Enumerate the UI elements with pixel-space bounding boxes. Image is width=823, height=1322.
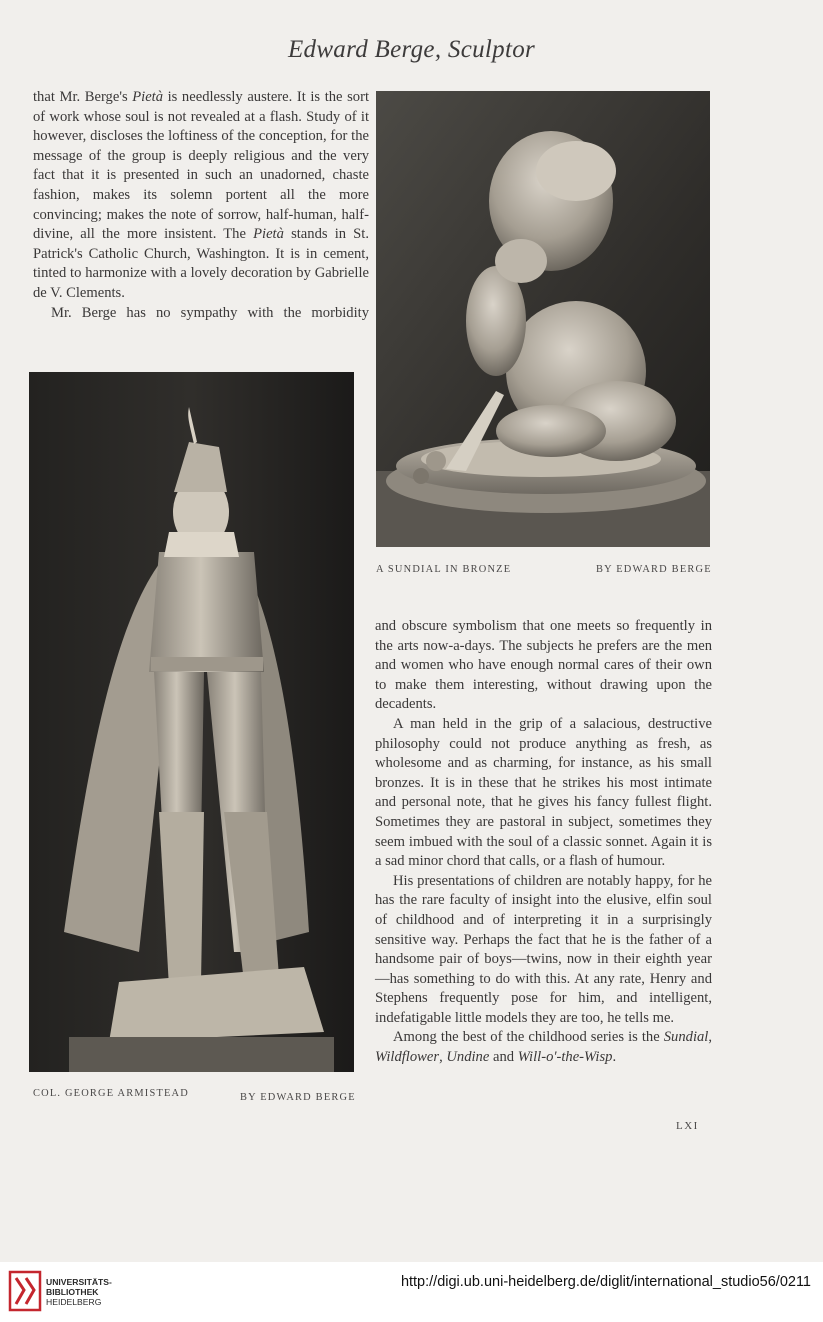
armistead-caption-title: COL. GEORGE ARMISTEAD [33, 1088, 189, 1099]
right-paragraph-1: and obscure symbolism that one meets so frequently in the arts now-a-days. The subjects he prefers are the men and women who have enough normal cares of their own to make them interesting, without drawing upon the decadents. [375, 618, 712, 713]
work-title: Wildflower [375, 1049, 440, 1066]
left-column-text [33, 88, 369, 323]
running-head: Edward Berge, Sculptor [287, 36, 536, 63]
title-pieta: Pietà [253, 226, 284, 243]
armistead-photo-illustration [29, 372, 354, 1072]
work-title: Undine [446, 1049, 490, 1066]
library-name: UNIVERSITÄTS- BIBLIOTHEK HEIDELBERG [46, 1277, 112, 1307]
sundial-caption-credit: BY EDWARD BERGE [596, 564, 712, 575]
left-paragraph-1: that Mr. Berge's Pietà is needlessly austere. It is the sort of work whose soul is not revealed at a flash. Study of it however, discloses the loftiness of the conception, for the message of the group is deeply religious and the very fact that it is presented in such an unadorned, chaste fashion, makes its solemn portent all the more convincing; makes the note of sorrow, half-human, half-divine, all the more insistent. The Pietà stands in St. Patrick's Catholic Church, Washington. It is in cement, tinted to harmonize with a lovely decoration by Gabrielle de V. Clements. [33, 89, 370, 301]
digitization-footer [0, 1262, 823, 1322]
left-paragraph-2: Mr. Berge has no sympathy with the morbidity [51, 304, 369, 321]
sundial-caption-title: A SUNDIAL IN BRONZE [376, 564, 512, 575]
work-title: Will-o'-the-Wisp [517, 1049, 613, 1066]
right-paragraph-4: Among the best of the childhood series is the Sundial, Wildflower, Undine and Will-o'-the-Wisp. [375, 1029, 712, 1066]
right-column-text [375, 617, 712, 1068]
title-pieta: Pietà [132, 89, 164, 105]
right-paragraph-3: His presentations of children are notably happy, for he has the rare faculty of insight into the elusive, elfin soul of childhood and of interpreting it in a surprisingly sensitive way. Perhaps the fact that he is the father of a handsome pair of boys—twins, now in their eighth year—has something to do with this. At any rate, Henry and Stephens frequently pose for him, and intelligent, indefatigable little models they are too, he tells me. [375, 872, 712, 1026]
page-folio: LXI [676, 1120, 699, 1132]
work-title: Sundial [663, 1029, 709, 1046]
ub-heidelberg-logo-icon[interactable] [8, 1270, 42, 1312]
right-paragraph-2: A man held in the grip of a salacious, destructive philosophy could not produce anything as fresh, as wholesome and as charming, for instance, as his small bronzes. It is in these that he strikes his most intimate and personal note, that he gives his fancy fullest flight. Sometimes they are pastoral in subject, sometimes they seem imbued with the soul of a classic sonnet. Again it is a sad minor chord that calls, or a flash of humour. [375, 715, 712, 870]
source-url-link[interactable]: http://digi.ub.uni-heidelberg.de/diglit/international_studio56/0211 [400, 1274, 811, 1290]
armistead-caption-credit: BY EDWARD BERGE [240, 1092, 356, 1103]
sundial-photo-illustration [376, 91, 710, 547]
sundial-photograph [376, 91, 710, 547]
armistead-photograph [29, 372, 354, 1072]
